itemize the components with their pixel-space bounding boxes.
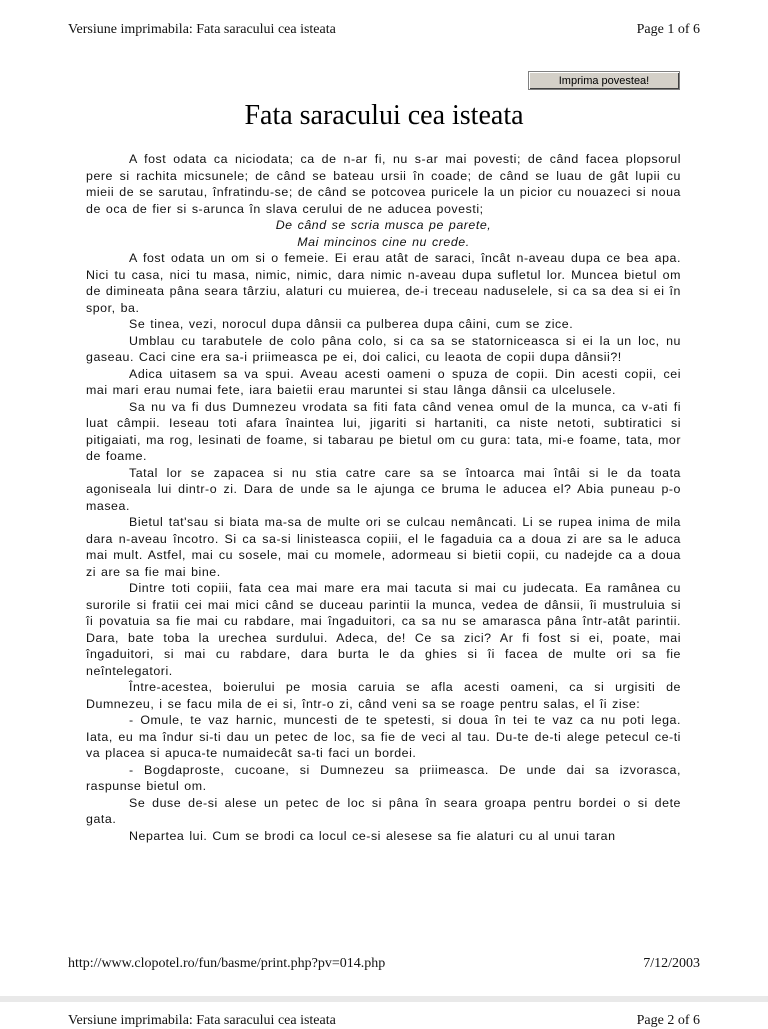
story-paragraph: - Omule, te vaz harnic, muncesti de te spetesti, si doua în tei te vaz ca nu poti lega. Iata, eu ma îndur si-ti dau un petec de loc, sa fie de veci al tau. Du-te de-ti alege petecul ce-ti va placea si apuca-te numaidecât sa-ti faci un bordei. [86,713,681,760]
story-paragraph: Dintre toti copiii, fata cea mai mare era mai tacuta si mai cu judecata. Ea ramânea cu surorile si fratii cei mai mici când se duceau parintii la munca, vedea de dânsii, îi mustruluia si îi povatuia sa fie mai cu rabdare, mai îngaduitori, ca sa nu se amarasca pâna într-atât parintii. Dara, bate toba la urechea surdului. Adeca, de! Ce sa zici? Ar fi fost si ei, poate, mai îngaduitori, si mai cu rabdare, dara burta le da ghies si îi facea de multe ori sa fie neîntelegatori. [86,581,681,678]
story-paragraph: - Bogdaproste, cucoane, si Dumnezeu sa priimeasca. De unde dai sa izvorasca, raspunse bietul om. [86,762,681,793]
page-separator [0,996,768,1002]
next-page-header-title: Versiune imprimabila: Fata saracului cea isteata [68,1013,336,1028]
story-paragraph: Umblau cu tarabutele de colo pâna colo, si ca sa se statorniceasca si ei la un loc, nu gaseau. Caci cine era sa-i priimeasca pe ei, doi calici, cu leaota de copii dupa dânsii?! [86,333,681,364]
story-verse-line: Mai mincinos cine nu crede. [297,234,470,249]
story-body [86,151,681,844]
story-paragraph: Bietul tat'sau si biata ma-sa de multe ori se culcau nemâncati. Li se rupea inima de mila dara n-aveau încotro. Si ca sa-si linisteasca copiii, el le fagaduia ca a doua zi are sa le aduca mai mult. Astfel, mai cu sosele, mai cu momele, adormeau si bietii copii, cu nadejde ca a doua zi are sa fie mai bine. [86,515,681,579]
print-story-button[interactable]: Imprima povestea! [528,71,680,90]
story-verse-line: De când se scria musca pe parete, [275,218,492,232]
story-paragraph: Tatal lor se zapacea si nu stia catre care sa se întoarca mai întâi si le da toata agoniseala lui dintr-o zi. Dara de unde sa le ajunga ce bruma le aducea el? Abia puneau p-o masea. [86,465,681,513]
story-paragraph: A fost odata un om si o femeie. Ei erau atât de saraci, încât n-aveau dupa ce bea apa. Nici tu casa, nici tu masa, nimic, nimic, dara nimic n-aveau dupa sufletul lor. Muncea bietul om de dimineata pâna seara târziu, alaturi cu muierea, de-i treceau naduselele, si ca sa dea si ei în spor, ba. [86,251,681,315]
story-paragraph: Adica uitasem sa va spui. Aveau acesti oameni o spuza de copii. Din acesti copii, cei mai mari erau numai fete, iara baietii erau maruntei si stau lânga dânsii ca ulcelusele. [86,366,681,397]
story-paragraph: Se duse de-si alese un petec de loc si pâna în seara groapa pentru bordei o si dete gata. [86,795,681,826]
story-title: Fata saracului cea isteata [244,100,524,131]
story-paragraph: Sa nu va fi dus Dumnezeu vrodata sa fiti fata când venea omul de la munca, ca v-ati fi luat câmpii. Ieseau toti afara înaintea lui, jigariti si hartaniti, ca niste netoti, subtiratici si pitigaiati, ma rog, lesinati de foame, si tabarau pe bietul om cu gura: tata, mi-e foame, tata, mor de foame. [86,399,681,463]
next-page-header-page-number: Page 2 of 6 [636,1013,700,1028]
story-paragraph: Nepartea lui. Cum se brodi ca locul ce-si alesese sa fie alaturi cu al unui taran [129,828,616,843]
print-header-page-number: Page 1 of 6 [636,22,700,37]
print-footer-url: http://www.clopotel.ro/fun/basme/print.php?pv=014.php [68,956,386,971]
story-paragraph: Se tinea, vezi, norocul dupa dânsii ca pulberea dupa câini, cum se zice. [129,317,574,331]
print-footer-date: 7/12/2003 [643,956,700,971]
story-paragraph: Între-acestea, boierului pe mosia caruia se afla acesti oameni, ca si urgisiti de Dumnezeu, i se facu mila de ei si, într-o zi, când veni sa se roage pentru salas, el îi zise: [86,680,681,711]
print-header-title: Versiune imprimabila: Fata saracului cea isteata [68,22,336,37]
story-paragraph: A fost odata ca niciodata; ca de n-ar fi, nu s-ar mai povesti; de când facea plopsorul pere si rachita micsunele; de când se bateau ursii în coade; de când se luau de gât lupii cu mieii de se sarutau, înfratindu-se; de când se potcovea puricele la un picior cu nouazeci si noua de oca de fier si s-arunca în slava cerului de ne aducea povesti; [86,152,681,216]
